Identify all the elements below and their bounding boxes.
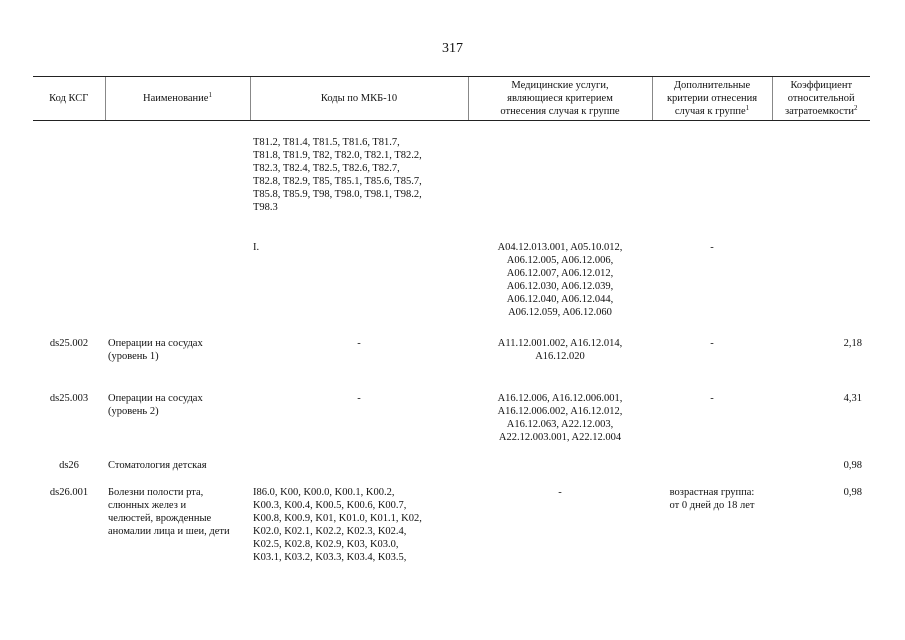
cell-mkb: - <box>357 393 361 404</box>
header-coef-text: Коэффициент относительной затратоемкости <box>785 80 855 117</box>
cell-name: Болезни полости рта, слюнных желез и челюстей, врожденные аномалии лица и шеи, дети <box>108 487 230 537</box>
cell-coef: 0,98 <box>843 460 862 471</box>
cell-coef <box>772 241 870 337</box>
header-criteria <box>652 77 772 121</box>
cell-coef: 2,18 <box>843 338 862 349</box>
cell-coef: 0,98 <box>843 487 862 498</box>
cell-mkb: - <box>357 338 361 349</box>
cell-services: A11.12.001.002, A16.12.014, A16.12.020 <box>497 338 623 362</box>
cell-mkb: I86.0, K00, K00.0, K00.1, K00.2, K00.3, K00.4, K00.5, K00.6, K00.7, K00.8, K00.9, K01, K01.0, K01.1, K02, K02.0, K02.1, K02.2, K02.3, K02.4, K02.5, K02.8, K02.9, K03, K03.0, K03.1, K03.2, K03.3, K03.4, K03.5, <box>253 487 422 563</box>
header-name-sup: 1 <box>208 91 212 99</box>
cell-criteria: возрастная группа: от 0 дней до 18 лет <box>669 487 755 511</box>
header-name <box>105 77 250 121</box>
cell-code <box>33 121 105 242</box>
table-row <box>33 121 870 242</box>
cell-name: Операции на сосудах (уровень 2) <box>108 393 203 417</box>
table-row <box>33 392 870 459</box>
cell-criteria: - <box>710 338 714 349</box>
cell-code <box>33 241 105 337</box>
cell-name: Стоматология детская <box>108 460 207 471</box>
header-mkb: Коды по МКБ-10 <box>250 77 468 121</box>
cell-criteria: - <box>710 393 714 404</box>
table-row <box>33 459 870 486</box>
header-coef <box>772 77 870 121</box>
table-row <box>33 241 870 337</box>
header-name-text: Наименование <box>143 93 209 104</box>
cell-name <box>105 121 250 242</box>
cell-criteria: - <box>710 242 714 253</box>
cell-services <box>468 121 652 242</box>
cell-services <box>468 459 652 486</box>
header-criteria-text: Дополнительные критерии отнесения случая к группе <box>666 80 758 117</box>
header-services: Медицинские услуги, являющиеся критерием отнесения случая к группе <box>468 77 652 121</box>
cell-code: ds25.003 <box>49 393 89 404</box>
cell-services: - <box>558 487 562 498</box>
cell-mkb: I. <box>253 242 260 253</box>
cell-criteria <box>652 121 772 242</box>
cell-code: ds25.002 <box>49 338 89 349</box>
cell-code: ds26 <box>59 460 79 471</box>
cell-services: A04.12.013.001, A05.10.012, A06.12.005, A06.12.006, A06.12.007, A06.12.012, A06.12.030, A06.12.039, A06.12.040, A06.12.044, A06.12.059, A06.12.060 <box>497 242 623 318</box>
cell-mkb: T81.2, T81.4, T81.5, T81.6, T81.7, T81.8, T81.9, T82, T82.0, T82.1, T82.2, T82.3, T82.4, T82.5, T82.6, T82.7, T82.8, T82.9, T85, T85.1, T85.6, T85.7, T85.8, T85.9, T98, T98.0, T98.1, T98.2, T98.3 <box>253 137 422 213</box>
table-row <box>33 486 870 564</box>
cell-coef: 4,31 <box>843 393 862 404</box>
header-coef-sup: 2 <box>853 104 858 112</box>
cell-coef <box>772 121 870 242</box>
table-header-row <box>33 77 870 121</box>
cell-services: A16.12.006, A16.12.006.001, A16.12.006.002, A16.12.012, A16.12.063, A22.12.003, A22.12.003.001, A22.12.004 <box>497 393 623 443</box>
header-criteria-sup: 1 <box>745 104 750 112</box>
cell-criteria <box>652 459 772 486</box>
header-code: Код КСГ <box>33 77 105 121</box>
page-number: 317 <box>442 41 463 56</box>
ksg-table <box>33 76 870 564</box>
cell-code: ds26.001 <box>49 487 89 498</box>
cell-name <box>105 241 250 337</box>
table-row <box>33 337 870 392</box>
cell-mkb <box>250 459 468 486</box>
cell-name: Операции на сосудах (уровень 1) <box>108 338 203 362</box>
